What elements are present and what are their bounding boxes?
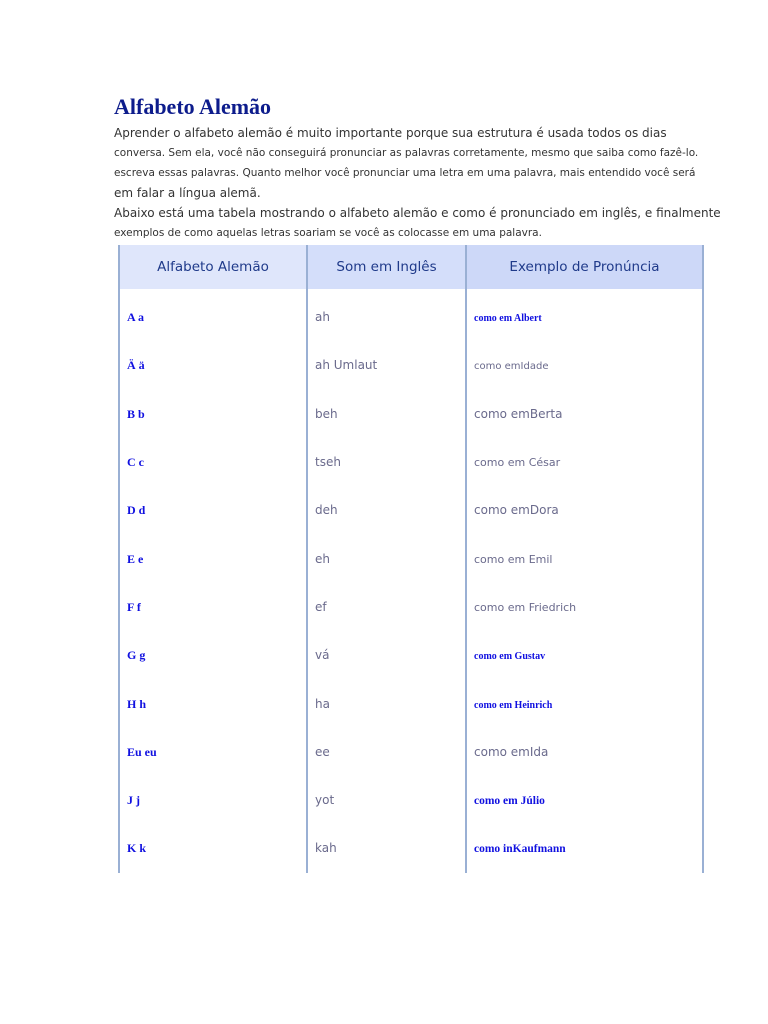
table-row	[119, 438, 703, 486]
example: como emBerta	[474, 406, 563, 421]
sound-cell	[307, 341, 466, 389]
letter: J j	[127, 793, 140, 808]
example: como em Friedrich	[474, 600, 577, 614]
letter: C c	[127, 455, 144, 470]
sound: deh	[315, 503, 338, 518]
example-cell	[466, 390, 703, 438]
letter: H h	[127, 696, 147, 711]
intro-line: conversa. Sem ela, você não conseguirá pronunciar as palavras corretamente, mesmo que saiba como fazê-lo.	[114, 147, 699, 159]
example: como emIda	[474, 744, 549, 759]
table-row	[119, 679, 703, 727]
letter: E e	[127, 551, 144, 566]
letter-cell	[119, 289, 307, 341]
sound-cell	[307, 289, 466, 341]
sound: eh	[315, 551, 330, 566]
table-row	[119, 341, 703, 389]
sound-cell	[307, 728, 466, 776]
letter-cell	[119, 486, 307, 534]
sound: tseh	[315, 455, 341, 470]
sound: ah Umlaut	[315, 358, 378, 373]
letter-cell	[119, 631, 307, 679]
alphabet-table	[118, 245, 704, 873]
sound-cell	[307, 583, 466, 631]
example: como inKaufmann	[474, 843, 566, 856]
example: como em César	[474, 456, 561, 470]
letter-cell	[119, 776, 307, 824]
example: como em Emil	[474, 552, 553, 566]
sound-cell	[307, 390, 466, 438]
intro-line: em falar a língua alemã.	[114, 186, 261, 200]
letter: Ä ä	[127, 358, 145, 373]
page-title: Alfabeto Alemão	[114, 94, 272, 119]
letter-cell	[119, 438, 307, 486]
intro-line: Abaixo está uma tabela mostrando o alfabeto alemão e como é pronunciado em inglês, e finalmente	[114, 206, 721, 220]
example-cell	[466, 341, 703, 389]
example: como emIdade	[474, 361, 549, 373]
example-cell	[466, 679, 703, 727]
sound: vá	[315, 648, 330, 663]
sound: ah	[315, 310, 330, 325]
table-row	[119, 583, 703, 631]
intro-line: Aprender o alfabeto alemão é muito importante porque sua estrutura é usada todos os dias	[114, 126, 667, 140]
example-cell	[466, 438, 703, 486]
example-cell	[466, 728, 703, 776]
header-pronunciation-example: Exemplo de Pronúncia	[466, 245, 703, 289]
letter: D d	[127, 503, 146, 518]
example-cell	[466, 824, 703, 872]
header-english-sound: Som em Inglês	[307, 245, 466, 289]
sound: yot	[315, 793, 335, 808]
sound-cell	[307, 631, 466, 679]
sound: ee	[315, 744, 330, 759]
letter-cell	[119, 728, 307, 776]
sound: ha	[315, 696, 330, 711]
sound-cell	[307, 486, 466, 534]
example-cell	[466, 583, 703, 631]
table-row	[119, 824, 703, 872]
example-cell	[466, 289, 703, 341]
example-cell	[466, 776, 703, 824]
letter: B b	[127, 406, 145, 421]
table-row	[119, 776, 703, 824]
letter: K k	[127, 841, 147, 856]
table-row	[119, 631, 703, 679]
table-row	[119, 534, 703, 582]
example: como em Albert	[474, 313, 542, 325]
example: como em Júlio	[474, 795, 545, 808]
example-cell	[466, 631, 703, 679]
table-header-row	[119, 245, 703, 289]
example: como em Heinrich	[474, 699, 553, 711]
table-row	[119, 486, 703, 534]
table-row	[119, 289, 703, 341]
sound: beh	[315, 406, 338, 421]
letter: F f	[127, 599, 141, 614]
letter-cell	[119, 341, 307, 389]
example-cell	[466, 486, 703, 534]
sound-cell	[307, 776, 466, 824]
letter-cell	[119, 534, 307, 582]
sound-cell	[307, 824, 466, 872]
intro-paragraph	[114, 123, 721, 243]
sound: kah	[315, 841, 337, 856]
sound-cell	[307, 679, 466, 727]
example-cell	[466, 534, 703, 582]
sound-cell	[307, 534, 466, 582]
letter-cell	[119, 390, 307, 438]
intro-line: exemplos de como aquelas letras soariam se você as colocasse em uma palavra.	[114, 227, 542, 239]
example: como em Gustav	[474, 651, 546, 663]
table-row	[119, 390, 703, 438]
intro-line: escreva essas palavras. Quanto melhor você pronunciar uma letra em uma palavra, mais entendido você será	[114, 167, 696, 179]
letter-cell	[119, 824, 307, 872]
table-row	[119, 728, 703, 776]
letter-cell	[119, 583, 307, 631]
letter: G g	[127, 648, 146, 663]
letter: A a	[127, 310, 145, 325]
header-german-alphabet: Alfabeto Alemão	[119, 245, 307, 289]
letter: Eu eu	[127, 744, 157, 759]
letter-cell	[119, 679, 307, 727]
example: como emDora	[474, 503, 559, 518]
sound-cell	[307, 438, 466, 486]
sound: ef	[315, 599, 327, 614]
